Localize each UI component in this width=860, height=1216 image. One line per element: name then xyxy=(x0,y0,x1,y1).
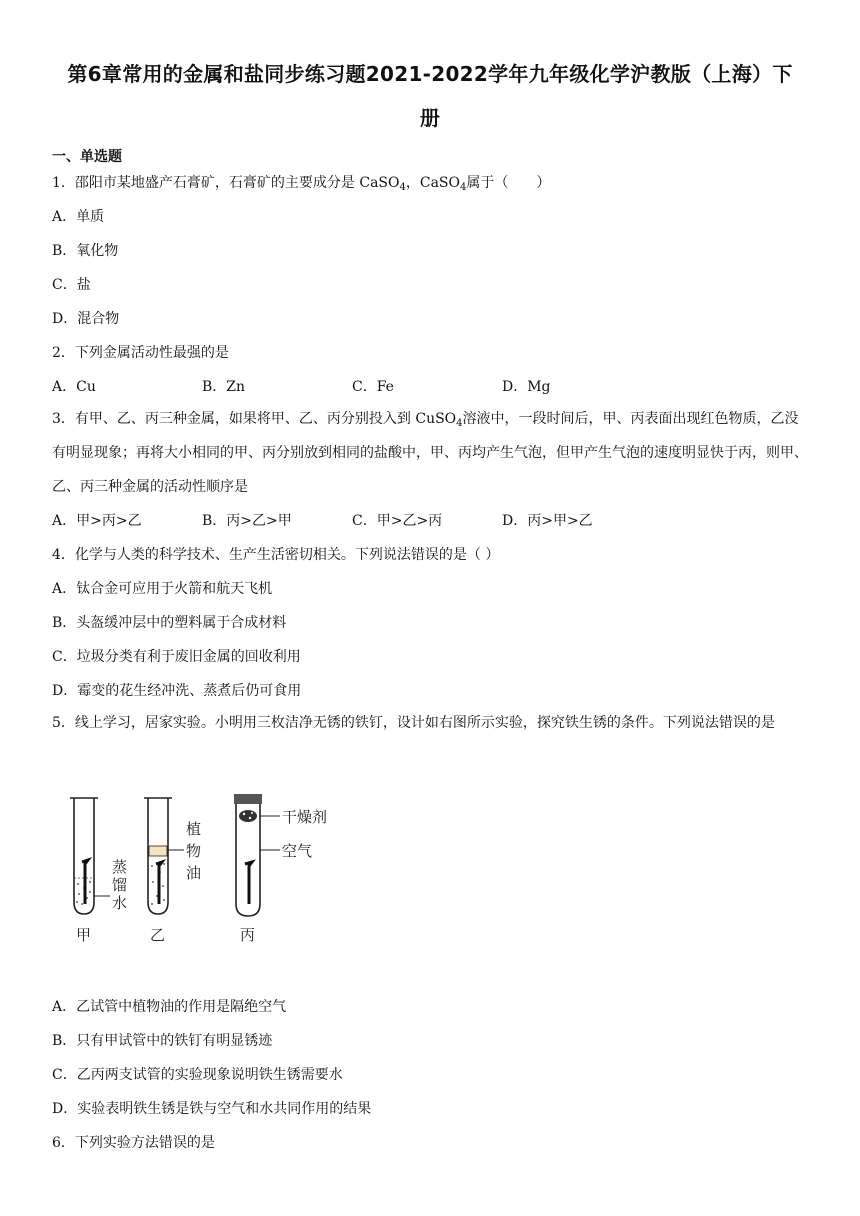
label-oil-3: 油 xyxy=(186,864,202,882)
question-2-stem: 2．下列金属活动性最强的是 xyxy=(52,345,229,361)
label-water-2: 馏 xyxy=(112,876,128,894)
question-1-option-d: D．混合物 xyxy=(52,311,120,327)
question-4-option-c: C．垃圾分类有利于废旧金属的回收利用 xyxy=(52,649,301,665)
question-4-stem: 4．化学与人类的科学技术、生产生活密切相关。下列说法错误的是（ ） xyxy=(52,547,500,563)
question-1-stem: 1．邵阳市某地盛产石膏矿，石膏矿的主要成分是 CaSO$_4$，CaSO$_4$属于（ ） xyxy=(52,175,551,193)
label-oil-1: 植 xyxy=(186,820,202,838)
section-heading: 一、单选题 xyxy=(52,149,122,165)
question-4-option-a: A．钛合金可应用于火箭和航天飞机 xyxy=(52,581,273,597)
label-tube-a: 甲 xyxy=(76,926,92,944)
label-tube-c: 丙 xyxy=(240,926,256,944)
title-line-1: 第6章常用的金属和盐同步练习题2021-2022学年九年级化学沪教版（上海）下 xyxy=(67,62,793,86)
document-title xyxy=(40,52,820,140)
question-2-option-c: C．Fe xyxy=(352,379,394,395)
question-2-options xyxy=(52,376,652,396)
label-water-3: 水 xyxy=(112,894,128,912)
tube-c-desiccant xyxy=(239,810,257,822)
label-tube-b: 乙 xyxy=(150,926,166,944)
question-2-option-d: D．Mg xyxy=(502,379,551,395)
label-oil-2: 物 xyxy=(186,842,202,860)
question-5-option-d: D．实验表明铁生锈是铁与空气和水共同作用的结果 xyxy=(52,1101,372,1117)
test-tubes-diagram xyxy=(66,792,346,952)
label-air: 空气 xyxy=(282,842,313,860)
question-6-stem: 6．下列实验方法错误的是 xyxy=(52,1135,215,1151)
question-3-option-b: B．丙>乙>甲 xyxy=(202,513,292,529)
label-water-1: 蒸 xyxy=(112,858,128,876)
question-5-option-c: C．乙丙两支试管的实验现象说明铁生锈需要水 xyxy=(52,1067,343,1083)
tube-c-nail xyxy=(245,862,252,904)
question-3-option-a: A．甲>丙>乙 xyxy=(52,513,142,529)
rust-experiment-figure xyxy=(66,792,346,952)
title-line-2: 册 xyxy=(419,106,441,130)
tube-b-oil-layer xyxy=(149,846,167,856)
label-desiccant: 干燥剂 xyxy=(282,808,328,826)
question-5-option-a: A．乙试管中植物油的作用是隔绝空气 xyxy=(52,999,287,1015)
question-3-stem: 3．有甲、乙、丙三种金属，如果将甲、乙、丙分别投入到 CuSO$_4$溶液中，一段时间后，甲、丙表面出现红色物质，乙没有明显现象；再将大小相同的甲、丙分别放到相同的盐酸中，甲、丙均产生气泡，但甲产生气泡的速度明显快于丙，则甲、乙、丙三种金属的活动性顺序是 xyxy=(52,411,808,495)
question-2-option-a: A．Cu xyxy=(52,379,96,395)
question-4-option-d: D．霉变的花生经冲洗、蒸煮后仍可食用 xyxy=(52,683,302,699)
question-3-option-d: D．丙>甲>乙 xyxy=(502,513,593,529)
question-3-option-c: C．甲>乙>丙 xyxy=(352,513,443,529)
question-4-option-b: B．头盔缓冲层中的塑料属于合成材料 xyxy=(52,615,287,631)
tube-c-stopper xyxy=(234,794,262,804)
question-1-option-c: C．盐 xyxy=(52,277,91,293)
question-5-stem: 5．线上学习，居家实验。小明用三枚洁净无锈的铁钉，设计如右图所示实验，探究铁生锈的条件。下列说法错误的是 xyxy=(52,715,775,731)
question-5-option-b: B．只有甲试管中的铁钉有明显锈迹 xyxy=(52,1033,273,1049)
question-2-option-b: B．Zn xyxy=(202,379,246,395)
question-1-option-b: B．氧化物 xyxy=(52,243,119,259)
tube-b-nail xyxy=(156,862,162,904)
question-3-options xyxy=(52,510,652,530)
question-1-option-a: A．单质 xyxy=(52,209,105,225)
